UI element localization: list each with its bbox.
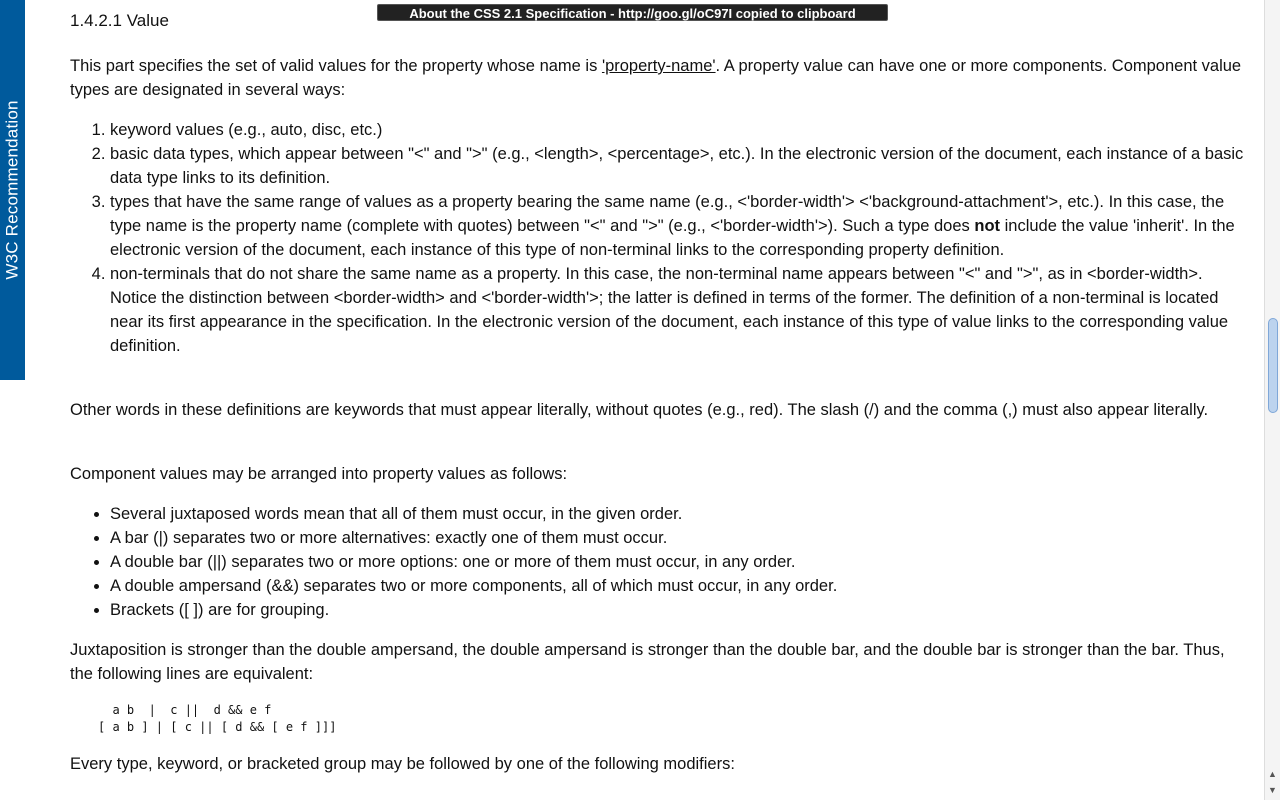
scrollbar-thumb[interactable]	[1268, 318, 1278, 413]
code-line: a b | c || d && e f	[98, 703, 272, 717]
w3c-badge-label: W3C Recommendation	[2, 100, 22, 280]
list-item-text: types that have the same range of values as a property bearing the same name (e.g., <'border-width'> <'background-attachment'>, etc.). In this case, the type name is the property name (complete with quotes) between "<" and ">" (e.g., <'border-width'>). Such a type does	[110, 193, 1225, 235]
list-item: • A double bar (||) separates two or more options: one or more of them must occur, in any order.	[110, 550, 1248, 574]
code-line: [ a b ] | [ c || [ d && [ e f ]]]	[98, 720, 337, 734]
intro-paragraph	[70, 54, 1248, 102]
list-item-text: include the value 'inherit'. In the electronic version of the document, each instance of this type of non-terminal links to the corresponding property definition.	[110, 217, 1235, 259]
list-item	[110, 190, 1248, 262]
scroll-down-arrow-icon[interactable]: ▼	[1268, 785, 1277, 795]
arrangement-rules-list	[70, 502, 1248, 622]
section-heading: 1.4.2.1 Value	[70, 11, 169, 30]
list-item: • A double ampersand (&&) separates two or more components, all of which must occur, in any order.	[110, 574, 1248, 598]
scroll-up-arrow-icon[interactable]: ▲	[1268, 769, 1277, 779]
list-item: 2. basic data types, which appear between "<" and ">" (e.g., <length>, <percentage>, etc.). In the electronic version of the document, each instance of a basic data type links to its definition.	[110, 142, 1248, 190]
vertical-scrollbar[interactable]	[1264, 0, 1280, 800]
intro-text-after: . A property value can have one or more components. Component value types are designated in several ways:	[70, 57, 1242, 99]
list-item: 1. keyword values (e.g., auto, disc, etc.)	[110, 118, 1248, 142]
arrangement-intro: Component values may be arranged into property values as follows:	[70, 465, 568, 483]
list-item: • A bar (|) separates two or more alternatives: exactly one of them must occur.	[110, 526, 1248, 550]
keywords-paragraph: Other words in these definitions are keywords that must appear literally, without quotes (e.g., red). The slash (/) and the comma (,) must also appear literally.	[70, 401, 1209, 419]
modifiers-intro: Every type, keyword, or bracketed group may be followed by one of the following modifiers:	[70, 755, 735, 773]
precedence-paragraph: Juxtaposition is stronger than the double ampersand, the double ampersand is stronger than the double bar, and the double bar is stronger than the bar. Thus, the following lines are equivalent:	[70, 641, 1225, 683]
list-item: 4. non-terminals that do not share the same name as a property. In this case, the non-terminal name appears between "<" and ">", as in <border-width>. Notice the distinction between <border-width> and <'border-width'>; the latter is defined in terms of the former. The definition of a non-terminal is located near its first appearance in the specification. In the electronic version of the document, each instance of this type of value links to the corresponding value definition.	[110, 262, 1248, 358]
property-name-link[interactable]: 'property-name'	[601, 57, 716, 75]
equivalent-syntax-example	[98, 702, 336, 736]
emphasis-not: not	[974, 217, 1001, 235]
value-types-list	[70, 118, 1248, 358]
clipboard-notification: About the CSS 2.1 Specification - http://goo.gl/oC97I copied to clipboard	[377, 4, 888, 21]
intro-text-before: This part specifies the set of valid values for the property whose name is	[70, 57, 602, 75]
list-item: • Brackets ([ ]) are for grouping.	[110, 598, 1248, 622]
w3c-recommendation-badge[interactable]	[0, 0, 25, 380]
list-item: • Several juxtaposed words mean that all of them must occur, in the given order.	[110, 502, 1248, 526]
